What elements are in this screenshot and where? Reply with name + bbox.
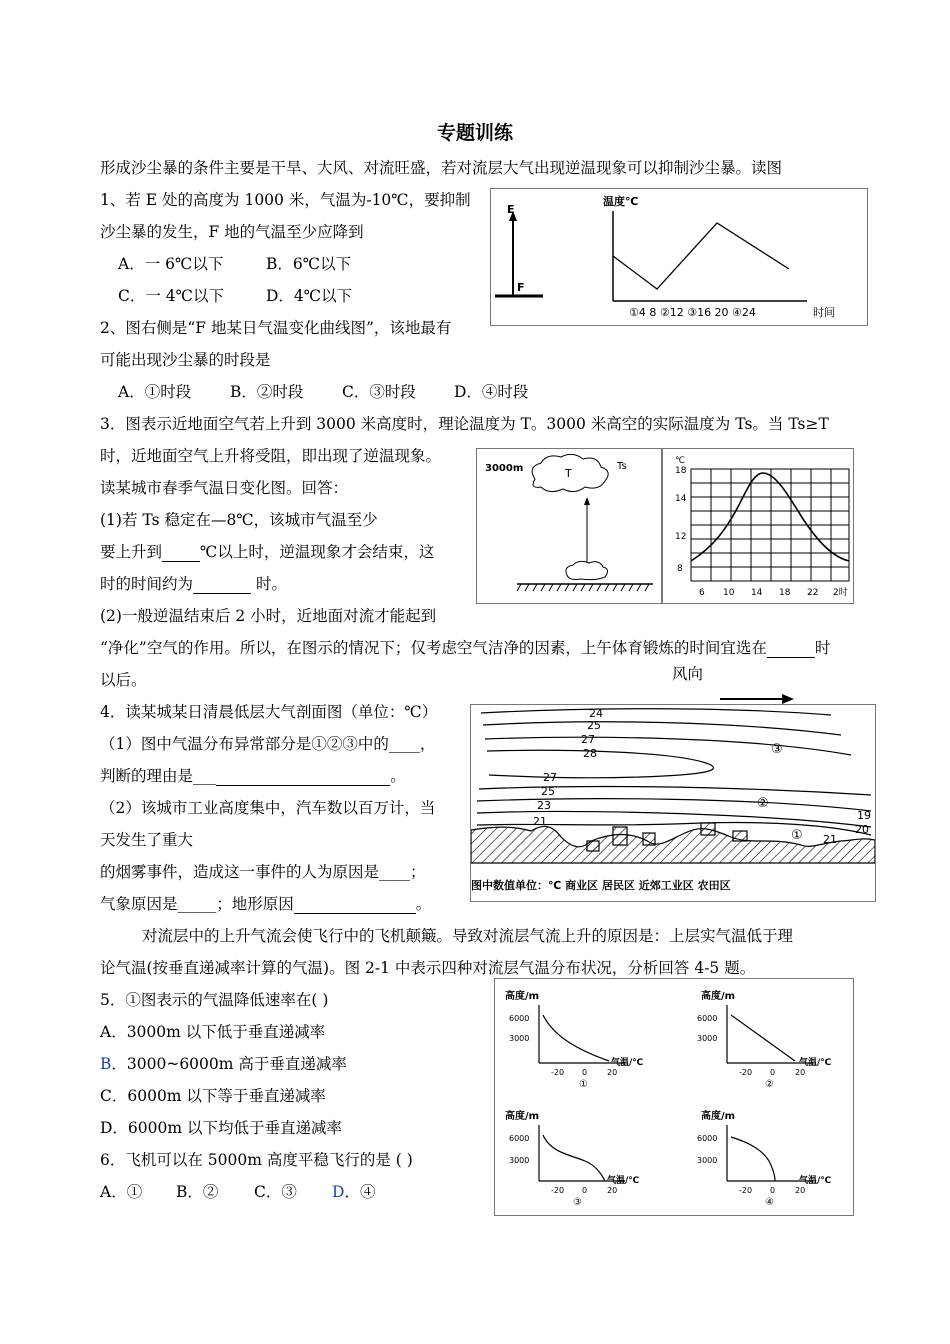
iso-19: 19 bbox=[857, 809, 871, 822]
figure-inversion-schematic bbox=[476, 448, 662, 604]
mark-1: ① bbox=[791, 828, 803, 843]
q3-line1: 3．图表示近地面空气若上升到 3000 米高度时，理论温度为 T。3000 米高空的实际温度为 Ts。当 Ts≥T bbox=[100, 415, 829, 433]
panel2-number: ② bbox=[765, 1079, 774, 1090]
panel2-xlabel: 气温/℃ bbox=[799, 1058, 832, 1068]
q1-option-b: B．6℃以下 bbox=[266, 255, 352, 273]
panel1-ytick-3000: 3000 bbox=[509, 1034, 530, 1043]
chart-ylabel: 温度℃ bbox=[603, 195, 639, 208]
label-e: E bbox=[507, 203, 515, 216]
panel1-ytick-6000: 6000 bbox=[509, 1014, 530, 1023]
panel3-ylabel: 高度/m bbox=[505, 1111, 540, 1122]
q2-line2: 可能出现沙尘暴的时段是 bbox=[100, 351, 271, 369]
panel4-xtick-0: 0 bbox=[770, 1186, 776, 1195]
q6-option-d bbox=[332, 1182, 375, 1202]
figure-temperature-curve bbox=[490, 188, 868, 326]
q4-blank-terrain[interactable] bbox=[294, 897, 416, 914]
q2-option-b: B．②时段 bbox=[230, 383, 304, 401]
wind-direction-label: 风向 bbox=[672, 665, 704, 683]
profile-panel-4 bbox=[697, 1109, 831, 1208]
q5-option-c: C．6000m 以下等于垂直递减率 bbox=[100, 1087, 326, 1105]
panel3-xtick-0: 0 bbox=[582, 1186, 588, 1195]
q4-line3-end: 。 bbox=[390, 767, 406, 785]
q2-line1: 2、图右侧是“F 地某日气温变化曲线图”，该地最有 bbox=[100, 319, 452, 337]
chart-xticks: ①4 8 ②12 ③16 20 ④24 bbox=[629, 306, 756, 319]
q4-line5: 天发生了重大 bbox=[100, 831, 194, 849]
iso-27: 27 bbox=[581, 733, 595, 746]
q6-stem: 6．飞机可以在 5000m 高度平稳飞行的是 ( ) bbox=[100, 1151, 413, 1169]
label-f: F bbox=[517, 281, 525, 294]
q3-line9: 以后。 bbox=[100, 671, 147, 689]
panel3-xlabel: 气温/℃ bbox=[607, 1176, 640, 1186]
xtick-18: 18 bbox=[779, 588, 791, 598]
q6-option-c: C．③ bbox=[254, 1183, 297, 1201]
profile-panel-1 bbox=[505, 989, 643, 1090]
q4-line7-end: 。 bbox=[415, 895, 432, 913]
panel2-xtick-0: 0 bbox=[770, 1068, 776, 1077]
panel4-xtick-20: 20 bbox=[795, 1186, 806, 1195]
q6-option-b: B．② bbox=[176, 1183, 219, 1201]
q1-line1: 1、若 E 处的高度为 1000 米，气温为-10℃，要抑制 bbox=[100, 191, 471, 209]
q3-line3: 读某城市春季气温日变化图。回答： bbox=[100, 479, 349, 497]
q4-line6: 的烟雾事件，造成这一事件的人为原因是____； bbox=[100, 863, 426, 881]
iso-25: 25 bbox=[587, 719, 601, 732]
q2-option-d: D．④时段 bbox=[454, 383, 529, 401]
chart-unit: ℃ bbox=[675, 456, 686, 466]
q3-line8 bbox=[100, 638, 830, 658]
ytick-14: 14 bbox=[675, 494, 687, 504]
ytick-12: 12 bbox=[675, 532, 687, 542]
temperature-line bbox=[613, 223, 789, 289]
page-title: 专题训练 bbox=[436, 122, 513, 144]
q3-line8-end: 时 bbox=[814, 639, 831, 657]
mark-2: ② bbox=[757, 796, 769, 811]
panel3-curve bbox=[543, 1135, 605, 1181]
q3-line4: (1)若 Ts 稳定在—8℃，该城市气温至少 bbox=[100, 511, 378, 529]
q5-option-b-letter: B bbox=[100, 1055, 112, 1073]
panel1-ylabel: 高度/m bbox=[505, 991, 540, 1002]
iso-28: 28 bbox=[583, 747, 597, 760]
q2-option-a: A．①时段 bbox=[118, 383, 192, 401]
ytick-8: 8 bbox=[677, 564, 683, 574]
terrain-hatched bbox=[471, 826, 875, 863]
q3-line6-end: 时。 bbox=[251, 575, 287, 593]
intro-text: 形成沙尘暴的条件主要是干旱、大风、对流旺盛，若对流层大气出现逆温现象可以抑制沙尘暴。读图 bbox=[100, 159, 783, 177]
iso-21b: 21 bbox=[823, 833, 837, 846]
panel2-xtick-20: 20 bbox=[795, 1068, 806, 1077]
q3-blank-temperature[interactable] bbox=[162, 545, 200, 562]
iso-23: 23 bbox=[537, 799, 551, 812]
xtick-2: 2时 bbox=[833, 588, 848, 598]
panel4-xlabel: 气温/℃ bbox=[799, 1176, 832, 1186]
panel2-xtick-m20: -20 bbox=[739, 1068, 753, 1077]
xtick-6: 6 bbox=[699, 588, 705, 598]
q5-option-a: A．3000m 以下低于垂直递减率 bbox=[100, 1023, 326, 1041]
panel3-ytick-6000: 6000 bbox=[509, 1134, 530, 1143]
panel1-curve bbox=[543, 1015, 609, 1061]
panel1-number: ① bbox=[579, 1079, 588, 1090]
panel1-xtick-m20: -20 bbox=[551, 1068, 565, 1077]
panel1-xtick-20: 20 bbox=[607, 1068, 618, 1077]
q3-line6 bbox=[100, 574, 287, 594]
q5-option-b-text: ．3000~6000m 高于垂直递减率 bbox=[111, 1055, 347, 1073]
ground-cloud-icon bbox=[566, 561, 608, 579]
ts-label: Ts bbox=[617, 461, 627, 472]
q3-line5 bbox=[100, 542, 434, 562]
panel3-ytick-3000: 3000 bbox=[509, 1156, 530, 1165]
q3-blank-hour[interactable] bbox=[767, 641, 815, 658]
height-label: 3000m bbox=[485, 463, 524, 474]
iso-20: 20 bbox=[855, 823, 869, 836]
q3-blank-time[interactable] bbox=[193, 577, 251, 594]
q3-line5-start: 要上升到 bbox=[100, 543, 163, 561]
q3-line8-start: “净化”空气的作用。所以，在图示的情况下；仅考虑空气洁净的因素，上午体育锻炼的时间宜选在 bbox=[100, 639, 767, 657]
q4-line3-start: 判断的理由是___ bbox=[100, 767, 217, 785]
ytick-18: 18 bbox=[675, 466, 687, 476]
xtick-22: 22 bbox=[807, 588, 819, 598]
q4-blank-reason[interactable] bbox=[216, 769, 390, 786]
iso-24: 24 bbox=[589, 707, 603, 720]
iso-21: 21 bbox=[533, 815, 547, 828]
daily-temperature-line bbox=[691, 473, 849, 561]
panel1-xtick-0: 0 bbox=[582, 1068, 588, 1077]
q6-option-a: A．① bbox=[100, 1183, 143, 1201]
q6-option-d-text: ．④ bbox=[344, 1183, 376, 1201]
mark-3: ③ bbox=[771, 742, 783, 757]
profile-caption: 图中数值单位：℃ 商业区 居民区 近郊工业区 农田区 bbox=[471, 879, 731, 892]
q3-line5-end: ℃以上时，逆温现象才会结束，这 bbox=[200, 543, 435, 561]
panel1-xlabel: 气温/℃ bbox=[611, 1058, 644, 1068]
q5-stem: 5．①图表示的气温降低速率在( ) bbox=[100, 991, 329, 1009]
panel3-xtick-20: 20 bbox=[607, 1186, 618, 1195]
figure-atmosphere-profile bbox=[470, 704, 876, 902]
q5-option-d: D．6000m 以下均低于垂直递减率 bbox=[100, 1119, 342, 1137]
panel2-ytick-3000: 3000 bbox=[697, 1034, 718, 1043]
q3-line2: 时，近地面空气上升将受阻，即出现了逆温现象。 bbox=[100, 447, 442, 465]
q56-para1: 对流层中的上升气流会使飞行中的飞机颠簸。导致对流层气流上升的原因是：上层实气温低于理 bbox=[142, 927, 794, 945]
q1-option-a: A．一 6℃以下 bbox=[118, 255, 224, 273]
q1-line2: 沙尘暴的发生，F 地的气温至少应降到 bbox=[100, 223, 364, 241]
figure-four-temperature-profiles bbox=[494, 978, 854, 1216]
xtick-14: 14 bbox=[751, 588, 763, 598]
panel4-number: ④ bbox=[765, 1197, 774, 1208]
q2-option-c: C．③时段 bbox=[342, 383, 416, 401]
q1-option-c: C．一 4℃以下 bbox=[118, 287, 224, 305]
figure-daily-temperature-grid bbox=[662, 448, 854, 604]
panel4-ytick-6000: 6000 bbox=[697, 1134, 718, 1143]
q3-line7: (2)一般逆温结束后 2 小时，近地面对流才能起到 bbox=[100, 607, 437, 625]
panel4-xtick-m20: -20 bbox=[739, 1186, 753, 1195]
panel2-curve bbox=[731, 1015, 795, 1061]
panel4-curve bbox=[731, 1137, 775, 1181]
q4-line4: （2）该城市工业高度集中，汽车数以百万计，当 bbox=[100, 799, 436, 817]
chart-xlabel: 时间 bbox=[813, 306, 835, 319]
q56-para2: 论气温(按垂直递减率计算的气温)。图 2-1 中表示四种对流层气温分布状况，分析回答 4-5 题。 bbox=[100, 959, 756, 977]
iso-25b: 25 bbox=[541, 785, 555, 798]
xtick-10: 10 bbox=[723, 588, 735, 598]
panel2-ylabel: 高度/m bbox=[701, 991, 736, 1002]
q5-option-b bbox=[100, 1054, 347, 1074]
iso-27b: 27 bbox=[543, 771, 557, 784]
q4-line2: （1）图中气温分布异常部分是①②③中的____， bbox=[100, 735, 436, 753]
q3-line6-start: 时的时间约为 bbox=[100, 575, 194, 593]
t-label: T bbox=[565, 467, 572, 480]
q4-line1: 4．读某城某日清晨低层大气剖面图（单位：℃） bbox=[100, 703, 438, 721]
panel2-ytick-6000: 6000 bbox=[697, 1014, 718, 1023]
q4-line7 bbox=[100, 894, 431, 914]
profile-panel-3 bbox=[505, 1109, 639, 1208]
panel3-xtick-m20: -20 bbox=[551, 1186, 565, 1195]
panel4-ytick-3000: 3000 bbox=[697, 1156, 718, 1165]
panel3-number: ③ bbox=[573, 1197, 582, 1208]
q4-line7-start: 气象原因是_____；地形原因 bbox=[100, 895, 294, 913]
profile-panel-2 bbox=[697, 989, 831, 1090]
q4-line3 bbox=[100, 766, 406, 786]
panel4-ylabel: 高度/m bbox=[701, 1111, 736, 1122]
q1-option-d: D．4℃以下 bbox=[266, 287, 353, 305]
q6-option-d-letter: D bbox=[332, 1183, 345, 1201]
